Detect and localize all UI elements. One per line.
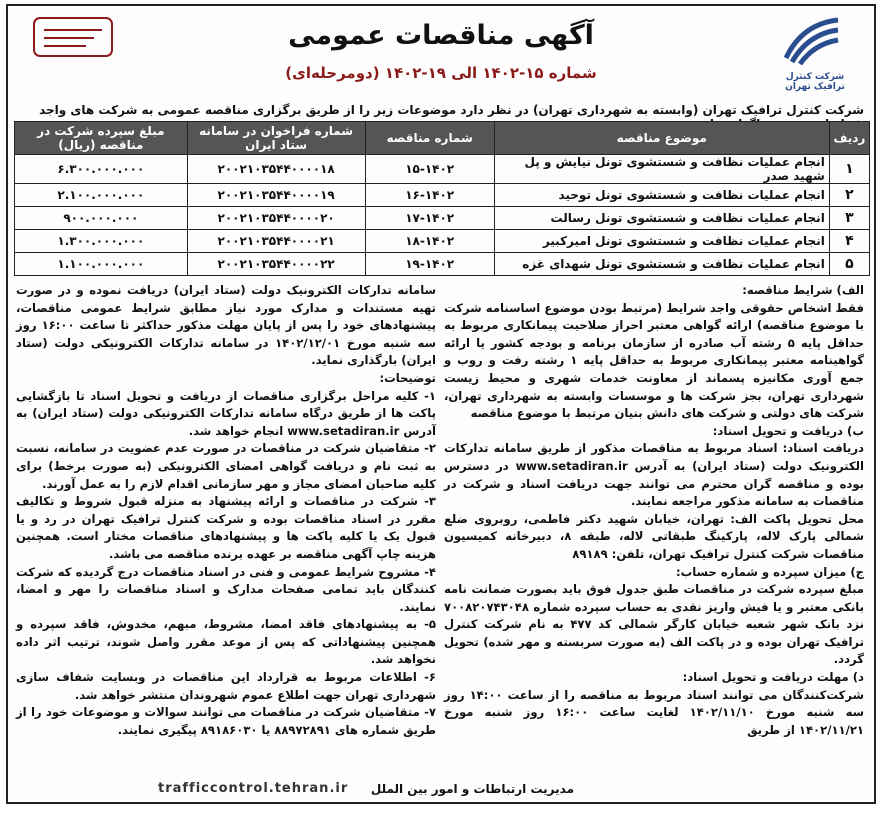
section-c-title: ج) میزان سپرده و شماره حساب: bbox=[675, 564, 864, 579]
row-setad-number: ۲۰۰۲۱۰۳۵۴۴۰۰۰۰۲۲ bbox=[187, 253, 365, 276]
note-3: ۳- شرکت در مناقصات و ارائه پیشنهاد به منزله قبول شروط و تکالیف مقرر در اسناد مناقصات بوده و شرکت کنترل ترافیک تهران در رد و یا قبول یک یا کلیه پاکت ها و پیشنهادهای مناقصات مختار است. همچنین هزینه چاپ آگهی مناقصه بر عهده برنده مناقصه می باشد. bbox=[16, 494, 436, 561]
row-subject: انجام عملیات نظافت و شستشوی تونل توحید bbox=[494, 184, 829, 207]
row-number: ۲ bbox=[829, 184, 869, 207]
company-website-link[interactable]: trafficcontrol.tehran.ir bbox=[158, 781, 349, 796]
notes-column bbox=[16, 282, 436, 739]
notice-title: آگهی مناقصات عمومی bbox=[288, 20, 594, 51]
notes-title: توضیحات: bbox=[379, 370, 436, 385]
header-row-number: ردیف bbox=[829, 122, 869, 155]
section-b-delivery: محل تحویل پاکت الف: تهران، خیابان شهید دکتر فاطمی، روبروی ضلع شمالی پارک لاله، پارکینگ طبقاتی لاله، طبقه ۸، دبیرخانه کمیسیون مناقصات شرکت کنترل ترافیک تهران، تلفن: ۸۹۱۸۹ bbox=[444, 511, 864, 561]
section-a-body: فقط اشخاص حقوقی واجد شرایط (مرتبط بودن موضوع اساسنامه شرکت با موضوع مناقصه) ارائه گواهی معتبر احراز صلاحیت پیمانکاری مربوط به حداقل پایه ۵ رشته آب صادره از سازمان برنامه و بودجه کشور یا ارائه گواهینامه معتبر پیمانکاری مربوط به حداقل پایه ۱ رشته رفت و روب و جمع آوری مکانیزه پسماند از معاونت خدمات شهری و محیط زیست شهرداری تهران، بجز شرکت ها و موسسات وابسته به شهرداری تهران، شرکت های دولتی و شرکت های دانش بنیان مرتبط با موضوع مناقصه bbox=[444, 300, 864, 421]
intro-text: شرکت کنترل ترافیک تهران (وابسته به شهرداری تهران) در نظر دارد موضوعات زیر را از طریق برگزاری مناقصه عمومی به شرکت های واجد bbox=[39, 103, 864, 117]
table-row bbox=[15, 155, 870, 184]
notice-page bbox=[6, 4, 876, 804]
row-deposit-amount: ۱.۳۰۰.۰۰۰.۰۰۰ bbox=[15, 230, 188, 253]
row-setad-number: ۲۰۰۲۱۰۳۵۴۴۰۰۰۰۲۱ bbox=[187, 230, 365, 253]
row-setad-number: ۲۰۰۲۱۰۳۵۴۴۰۰۰۰۲۰ bbox=[187, 207, 365, 230]
table-row bbox=[15, 207, 870, 230]
header-subject: موضوع مناقصه bbox=[494, 122, 829, 155]
row-tender-number: ۱۹-۱۴۰۲ bbox=[365, 253, 494, 276]
note-1-text-b: انجام خواهد شد. bbox=[188, 423, 284, 438]
note-4: ۴- مشروح شرایط عمومی و فنی در اسناد مناقصات درج گردیده که شرکت کنندگان باید تمامی صفحات مدارک و اسناد مناقصات را مهر و امضا، نمایند. bbox=[16, 564, 436, 614]
tenders-table bbox=[14, 121, 870, 276]
section-a-title: الف) شرایط مناقصه: bbox=[742, 283, 864, 297]
row-tender-number: ۱۶-۱۴۰۲ bbox=[365, 184, 494, 207]
row-tender-number: ۱۷-۱۴۰۲ bbox=[365, 207, 494, 230]
row-number: ۱ bbox=[829, 155, 869, 184]
section-b-text-2: در دسترس بوده و مناقصه گران محترم می توانند جهت دریافت اسناد و شرکت در مناقصات به سامانه مذکور مراجعه نمایند. bbox=[444, 458, 864, 509]
row-subject: انجام عملیات نظافت و شستشوی تونل نیایش و پل شهید صدر bbox=[494, 155, 829, 184]
table-header-row bbox=[15, 122, 870, 155]
note-2: ۲- متقاضیان شرکت در مناقصات در صورت عدم عضویت در سامانه، نسبت به ثبت نام و دریافت گواهی امضای الکترونیکی (به صورت برخط) برای کلیه صاحبان امضای مجاز و مهر سازمانی اقدام لازم را به عمل آورند. bbox=[16, 441, 436, 491]
row-tender-number: ۱۸-۱۴۰۲ bbox=[365, 230, 494, 253]
company-logo-icon bbox=[782, 14, 842, 66]
note-7: ۷- متقاضیان شرکت در مناقصات می توانند سوالات و موضوعات خود را از طریق شماره های ۸۸۹۷۲۸۹۱ یا ۸۹۱۸۶۰۳۰ پیگیری نمایند. bbox=[16, 705, 436, 737]
section-b-body bbox=[444, 440, 864, 510]
row-deposit-amount: ۹۰۰.۰۰۰.۰۰۰ bbox=[15, 207, 188, 230]
section-c-body: مبلغ سپرده شرکت در مناقصات طبق جدول فوق باید بصورت ضمانت نامه بانکی معتبر و یا فیش واریز نقدی به حساب سپرده شماره ۷۰۰۸۲۰۷۴۳۰۴۸ نزد بانک شهر شعبه خیابان کارگر شمالی کد ۴۷۷ به نام شرکت کنترل ترافیک تهران بوده و در پاکت الف (به صورت سربسته و مهر شده) تحویل گردد. bbox=[444, 582, 865, 667]
setadiran-link[interactable]: www.setadiran.ir bbox=[515, 458, 628, 473]
row-number: ۴ bbox=[829, 230, 869, 253]
row-deposit-amount: ۱.۱۰۰.۰۰۰.۰۰۰ bbox=[15, 253, 188, 276]
header-deposit-amount: مبلغ سپرده شرکت در مناقصه (ریال) bbox=[15, 122, 188, 155]
note-1 bbox=[16, 388, 436, 441]
conditions-column bbox=[444, 282, 864, 739]
row-deposit-amount: ۲.۱۰۰.۰۰۰.۰۰۰ bbox=[15, 184, 188, 207]
company-logo bbox=[770, 14, 860, 92]
note-1-text-a: ۱- کلیه مراحل برگزاری مناقصات از دریافت و تحویل اسناد تا بازگشایی پاکت ها از طریق درگاه سامانه تدارکات الکترونیکی دولت (ستاد ایران) به آدرس bbox=[16, 388, 436, 438]
note-5: ۵- به پیشنهادهای فاقد امضا، مشروط، مبهم، مخدوش، فاقد سپرده و همچنین پیشنهاداتی که پس از موعد مقرر واصل شوند، ترتیب اثر داده نخواهد شد. bbox=[16, 617, 436, 667]
section-d-continued: سامانه تدارکات الکترونیک دولت (ستاد ایران) دریافت نموده و در صورت تهیه مستندات و مدارک مورد نیاز مطابق شرایط عمومی مناقصات، پیشنهادهای خود را پس از پایان مهلت مذکور حداکثر تا ساعت ۱۶:۰۰ روز سه شنبه مورخ ۱۴۰۲/۱۲/۰۱ در سامانه تدارکات الکترونیکی دولت (ستاد ایران) بارگذاری نماید. bbox=[16, 283, 436, 368]
notice-subtitle: شماره ۱۵-۱۴۰۲ الی ۱۹-۱۴۰۲ (دومرحله‌ای) bbox=[285, 64, 597, 82]
row-number: ۳ bbox=[829, 207, 869, 230]
company-logo-text: شرکت کنترل ترافیک تهران bbox=[785, 72, 845, 92]
row-setad-number: ۲۰۰۲۱۰۳۵۴۴۰۰۰۰۱۸ bbox=[187, 155, 365, 184]
setadiran-link[interactable]: www.setadiran.ir bbox=[287, 423, 400, 438]
section-b-text-1: دریافت اسناد: اسناد مربوط به مناقصات مذکور از طریق سامانه تدارکات الکترونیک دولت (ستاد ایران) به آدرس bbox=[444, 441, 864, 473]
header-setad-number: شماره فراخوان در سامانه ستاد ایران bbox=[187, 122, 365, 155]
row-deposit-amount: ۶.۳۰۰.۰۰۰.۰۰۰ bbox=[15, 155, 188, 184]
row-setad-number: ۲۰۰۲۱۰۳۵۴۴۰۰۰۰۱۹ bbox=[187, 184, 365, 207]
note-6: ۶- اطلاعات مربوط به قرارداد این مناقصات در وبسایت شفاف سازی شهرداری تهران جهت اطلاع عموم شهروندان منتشر خواهد شد. bbox=[16, 670, 436, 702]
header-tender-number: شماره مناقصه bbox=[365, 122, 494, 155]
row-subject: انجام عملیات نظافت و شستشوی تونل شهدای غزه bbox=[494, 253, 829, 276]
table-row bbox=[15, 253, 870, 276]
row-subject: انجام عملیات نظافت و شستشوی تونل امیرکبیر bbox=[494, 230, 829, 253]
row-number: ۵ bbox=[829, 253, 869, 276]
row-tender-number: ۱۵-۱۴۰۲ bbox=[365, 155, 494, 184]
table-row bbox=[15, 184, 870, 207]
notice-header bbox=[8, 6, 874, 100]
table-row bbox=[15, 230, 870, 253]
section-b-title: ب) دریافت و تحویل اسناد: bbox=[712, 423, 864, 438]
row-subject: انجام عملیات نظافت و شستشوی تونل رسالت bbox=[494, 207, 829, 230]
section-d-title: د) مهلت دریافت و تحویل اسناد: bbox=[682, 670, 864, 685]
section-d-body: شرکت‌کنندگان می توانند اسناد مربوط به مناقصه را از ساعت ۱۴:۰۰ روز سه شنبه مورخ ۱۴۰۲/۱۱/۱۰ لغایت ساعت ۱۶:۰۰ روز شنبه مورخ ۱۴۰۲/۱۱/۲۱ از طریق bbox=[444, 687, 865, 737]
department-signature: مدیریت ارتباطات و امور بین الملل bbox=[370, 782, 574, 796]
